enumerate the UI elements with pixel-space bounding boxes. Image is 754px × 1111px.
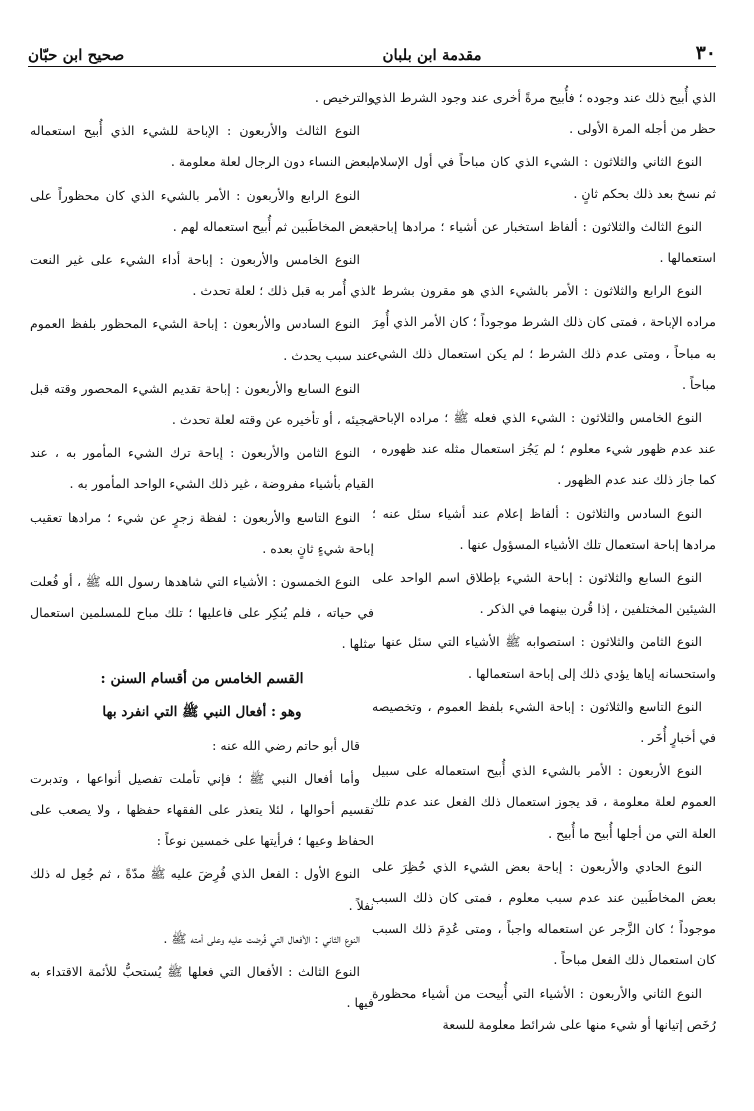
paragraph: النوع السابع والثلاثون : إباحة الشيء بإطلاق اسم الواحد على الشيئين المختلفين ، إذا قُرن بينهما في الذكر . xyxy=(372,570,716,617)
paragraph: النوع السادس والأربعون : إباحة الشيء المحظور بلفظ العموم عند سبب يحدث . xyxy=(30,316,374,363)
paragraph: النوع السابع والأربعون : إباحة تقديم الشيء المحصور وقته قبل مجيئه ، أو تأخيره عن وقته لعلة تحدث . xyxy=(30,380,374,428)
paragraph: الذي أُبيح ذلك عند وجوده ؛ فأُبيح مرةً أخرى عند وجود الشرط الذي حظر من أجله المرة الأولى . xyxy=(372,90,716,137)
paragraph: النوع الأربعون : الأمر بالشيء الذي أُبيح استعماله على سبيل العموم لعلة معلومة ، قد يجوز استعمال ذلك الفعل عند عدم تلك العلة التي من أجلها أُبيح ما أُبيح . xyxy=(372,763,716,841)
paragraph: النوع الرابع والأربعون : الأمر بالشيء الذي كان محظوراً على بعض المخاطَبين ثم أُبيح استعماله لهم . xyxy=(30,187,374,234)
right-column xyxy=(372,82,716,1102)
paragraph: النوع السادس والثلاثون : ألفاظ إعلام عند أشياء سئل عنه ؛ مرادها إباحة استعمال تلك الأشياء المسؤول عنها . xyxy=(372,505,716,552)
section-subheading: وهو : أفعال النبي ﷺ التي انفرد بها xyxy=(102,703,302,720)
paragraph: النوع التاسع والثلاثون : إباحة الشيء بلفظ العموم ، وتخصيصه في أخبارٍ أُخَر . xyxy=(372,698,716,746)
paragraph: النوع الثاني والثلاثون : الشيء الذي كان مباحاً في أول الإسلام ثم نسخ بعد ذلك بحكم ثانٍ . xyxy=(372,154,716,201)
paragraph: النوع الثاني : الأفعال التي فُرضت عليه وعلى أمته ﷺ . xyxy=(163,930,360,946)
paragraph: وأما أفعال النبي ﷺ ؛ فإني تأملت تفصيل أنواعها ، وتدبرت تقسيم أحوالها ، لئلا يتعذر على الفقهاء حفظها ، ولا يصعب على الحفاظ وعيها ؛ فرأيتها على خمسين نوعاً : xyxy=(30,770,374,849)
section-heading: القسم الخامس من أقسام السنن : xyxy=(100,670,304,687)
paragraph: النوع الأول : الفعل الذي فُرِضَ عليه ﷺ مدّةً ، ثم جُعِل له ذلك نفلاً . xyxy=(30,866,374,913)
paragraph: النوع الخامس والثلاثون : الشيء الذي فعله ﷺ ؛ مراده الإباحة عند عدم ظهور شيء معلوم ؛ لم يَجُز استعمال مثله عند ظهوره ، كما جاز ذلك عند عدم الظهور . xyxy=(372,410,716,488)
running-title: مقدمة ابن بلبان xyxy=(382,46,482,64)
paragraph: النوع الثاني والأربعون : الأشياء التي أُبيحت من أشياء محظورة رُخَص إتيانها أو شيء منها على شرائط معلومة للسعة xyxy=(372,985,716,1032)
paragraph: النوع الثامن والأربعون : إباحة ترك الشيء المأمور به ، عند القيام بأشياء مفروضة ، غير ذلك الشيء الواحد المأمور به . xyxy=(30,445,374,492)
page-header xyxy=(28,30,716,64)
paragraph: النوع الثالث والأربعون : الإباحة للشيء الذي أُبيح استعماله لبعض النساء دون الرجال لعلة معلومة . xyxy=(30,123,374,170)
left-column xyxy=(30,82,374,1102)
header-rule xyxy=(28,66,716,67)
paragraph: النوع الثامن والثلاثون : استصوابه ﷺ الأشياء التي سئل عنها ، واستحسانه إياها يؤدي ذلك إلى إباحة استعمالها . xyxy=(372,634,716,681)
book-title: صحيح ابن حبّان xyxy=(28,46,125,64)
page-number: ٣٠ xyxy=(695,42,716,64)
continuation-line: والترخيص . xyxy=(314,90,374,105)
paragraph: النوع الثالث والثلاثون : ألفاظ استخبار عن أشياء ؛ مرادها إباحة استعمالها . xyxy=(372,218,716,266)
paragraph: النوع الخمسون : الأشياء التي شاهدها رسول الله ﷺ ، أو فُعلت في حياته ، فلم يُنكِر على فاعليها ؛ تلك مباح للمسلمين استعمال مثلها . xyxy=(30,574,374,652)
paragraph: النوع الثالث : الأفعال التي فعلها ﷺ يُستحبُّ للأئمة الاقتداء به فيها . xyxy=(30,964,374,1011)
paragraph: النوع التاسع والأربعون : لفظة زجرٍ عن شيء ؛ مرادها تعقيب إباحة شيءٍ ثانٍ بعده . xyxy=(30,509,374,556)
paragraph: النوع الخامس والأربعون : إباحة أداء الشيء على غير النعت الذي أُمر به قبل ذلك ؛ لعلة تحدث . xyxy=(30,252,374,299)
paragraph: قال أبو حاتم رضي الله عنه : xyxy=(212,737,360,753)
paragraph: النوع الحادي والأربعون : إباحة بعض الشيء الذي حُظِرَ على بعض المخاطَبين عند عدم سبب معلوم ، فمتى كان ذلك السبب موجوداً ؛ كان الزَّجر عن استعماله واجباً ، ومتى عُدِمَ ذلك السبب كان استعمال ذلك الفعل مباحاً . xyxy=(372,858,716,968)
paragraph: النوع الرابع والثلاثون : الأمر بالشيء الذي هو مقرون بشرط ؛ مراده الإباحة ، فمتى كان ذلك الشرط موجوداً ؛ كان الأمر الذي أُمِرَ به مباحاً ، ومتى عدم ذلك الشرط ؛ لم يكن استعمال ذلك الشيء مباحاً . xyxy=(372,283,716,392)
